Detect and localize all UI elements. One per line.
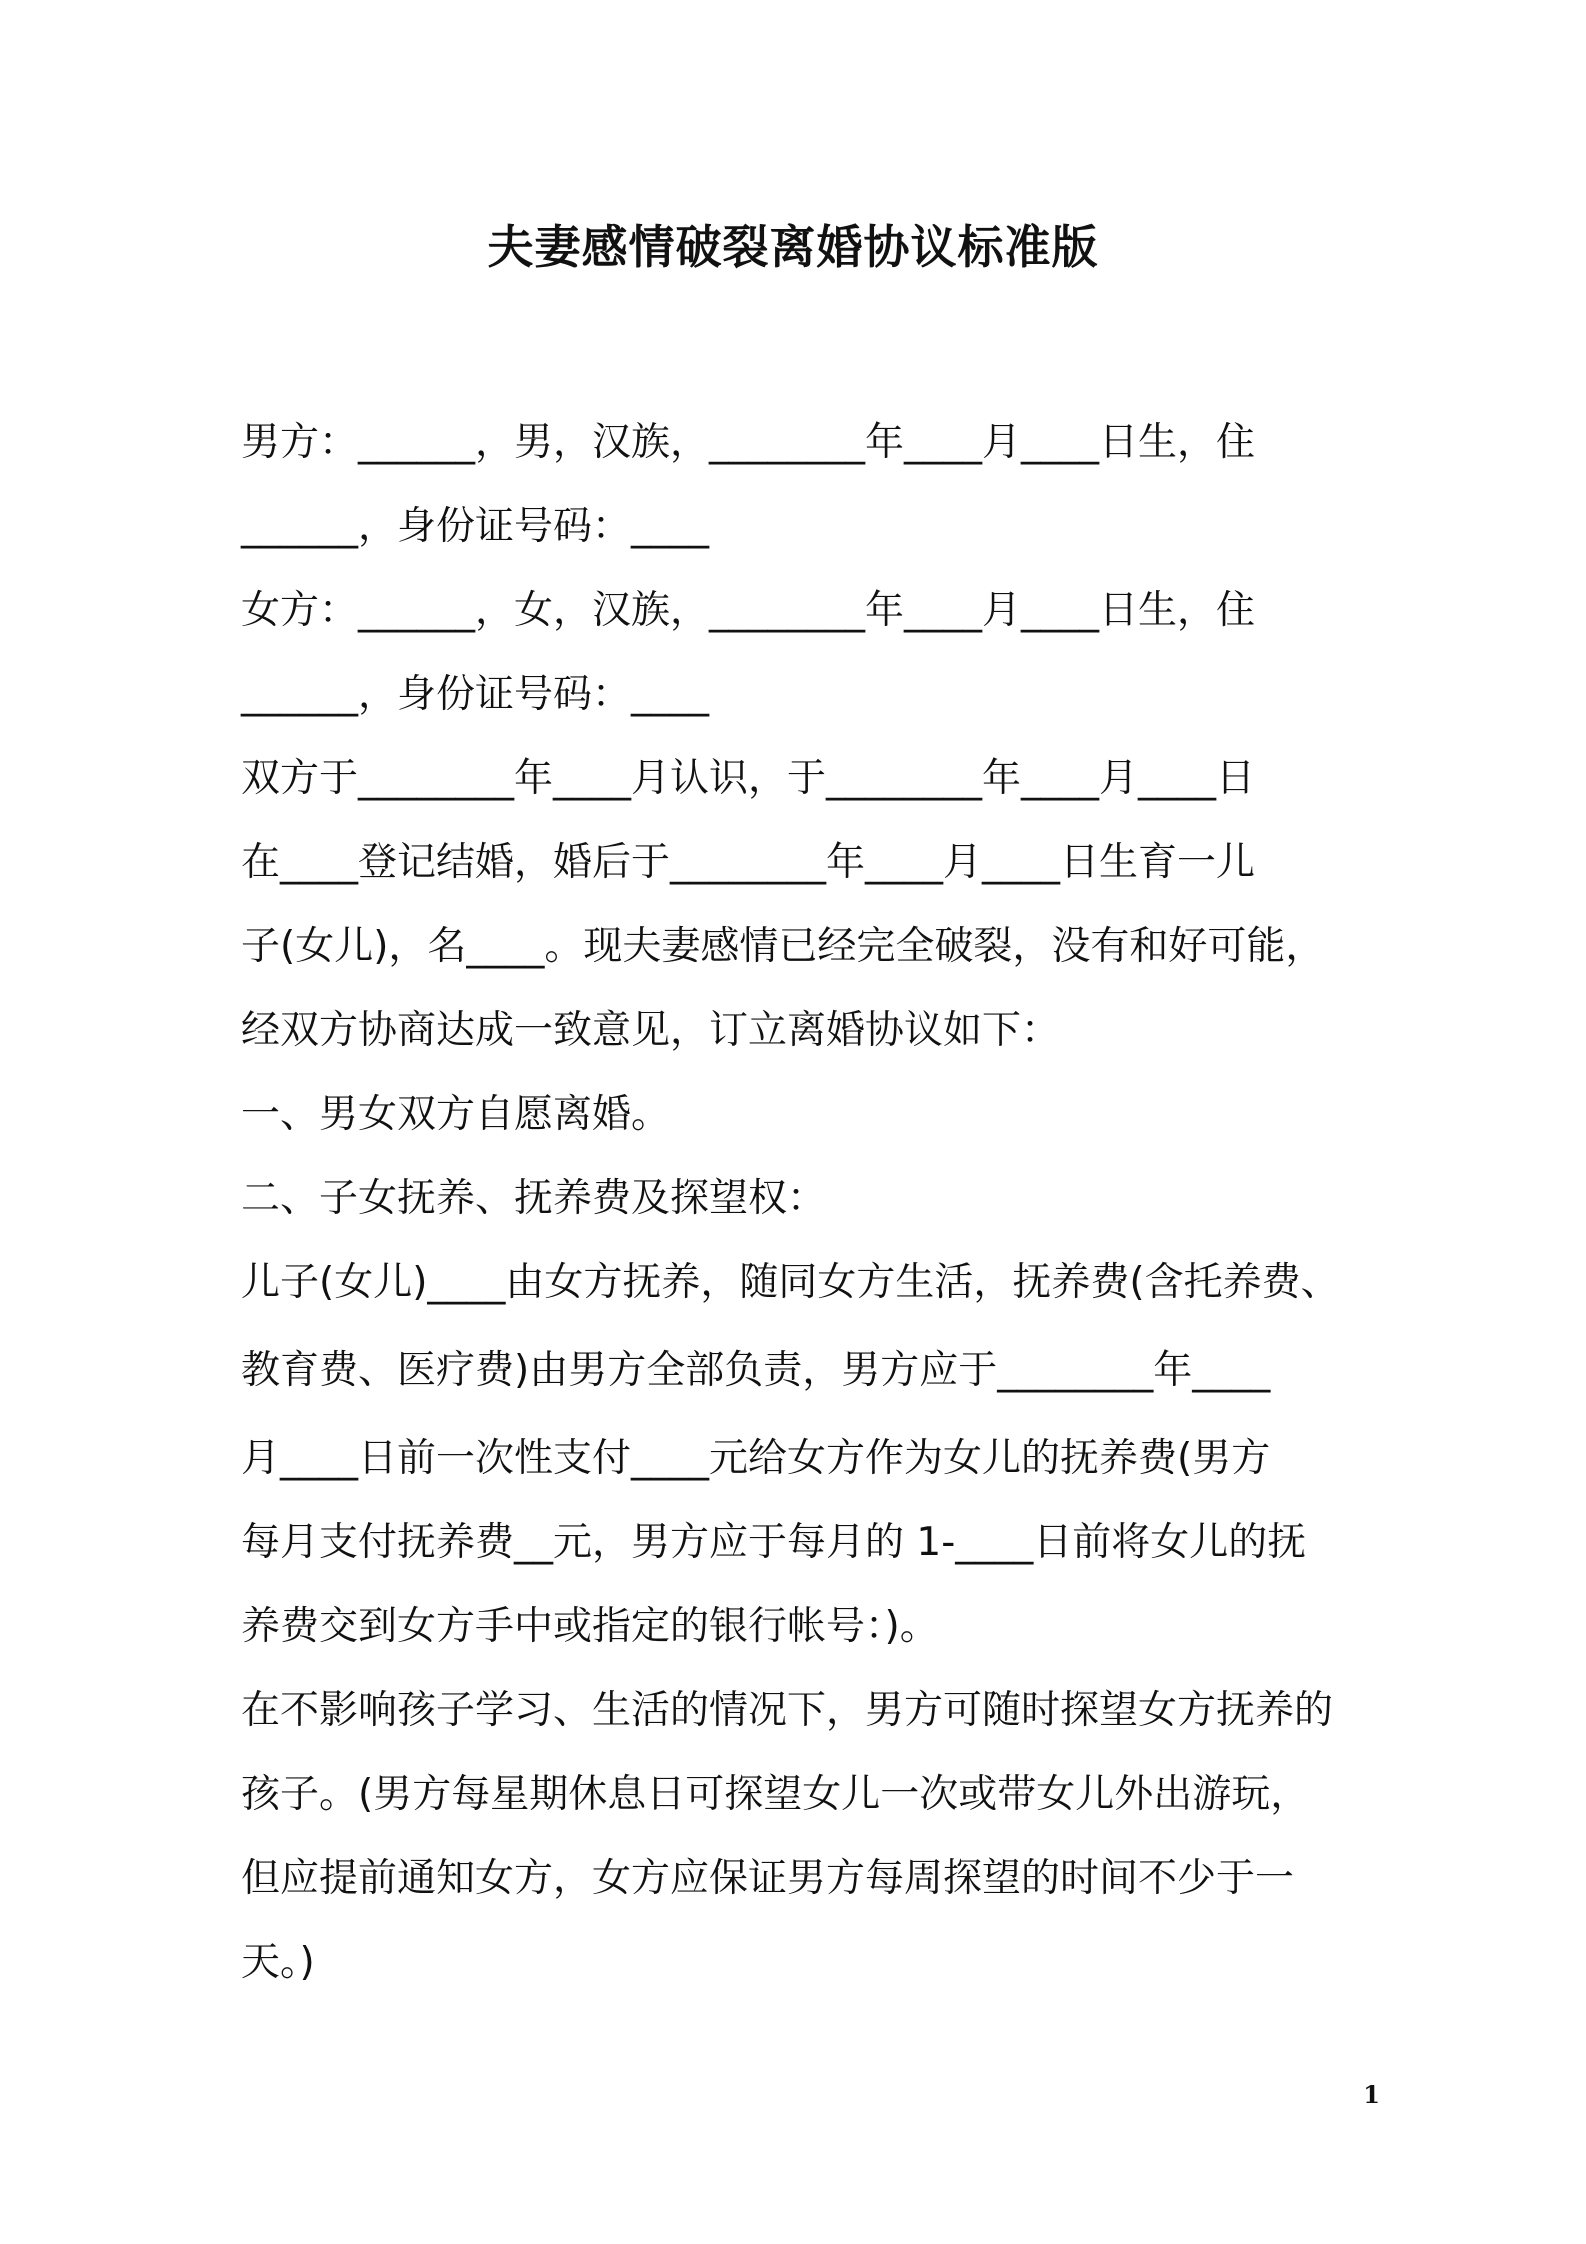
body-line-10: 二、子女抚养、抚养费及探望权： [241, 1176, 827, 1221]
body-line-17: 孩子。(男方每星期休息日可探望女儿一次或带女儿外出游玩， [241, 1772, 1310, 1817]
body-line-9: 一、男女双方自愿离婚。 [241, 1092, 671, 1137]
body-line-12: 教育费、医疗费)由男方全部负责，男方应于________年____ [241, 1348, 1271, 1393]
page-number: 1 [1363, 2080, 1380, 2109]
body-line-18: 但应提前通知女方，女方应保证男方每周探望的时间不少于一 [241, 1856, 1295, 1901]
body-line-3: 女方：______，女，汉族，________年____月____日生，住 [241, 588, 1256, 633]
body-line-16: 在不影响孩子学习、生活的情况下，男方可随时探望女方抚养的 [241, 1688, 1334, 1733]
body-line-13: 月____日前一次性支付____元给女方作为女儿的抚养费(男方 [241, 1436, 1271, 1481]
body-line-1: 男方：______，男，汉族，________年____月____日生，住 [241, 420, 1256, 465]
body-line-6: 在____登记结婚，婚后于________年____月____日生育一儿 [241, 840, 1256, 885]
document-body [241, 400, 1361, 2004]
body-line-7: 子(女儿)，名____。现夫妻感情已经完全破裂，没有和好可能， [241, 924, 1325, 969]
body-line-4: ______，身份证号码：____ [241, 672, 710, 717]
body-line-14: 每月支付抚养费__元，男方应于每月的 1-____日前将女儿的抚 [241, 1520, 1307, 1565]
body-line-8: 经双方协商达成一致意见，订立离婚协议如下： [241, 1008, 1061, 1053]
body-line-2: ______，身份证号码：____ [241, 504, 710, 549]
body-line-11: 儿子(女儿)____由女方抚养，随同女方生活，抚养费(含托养费、 [241, 1260, 1340, 1305]
document-title: 夫妻感情破裂离婚协议标准版 [487, 220, 1099, 274]
body-line-15: 养费交到女方手中或指定的银行帐号：)。 [241, 1604, 939, 1649]
body-line-19: 天。) [241, 1940, 315, 1985]
body-line-5: 双方于________年____月认识，于________年____月____日 [241, 756, 1256, 801]
